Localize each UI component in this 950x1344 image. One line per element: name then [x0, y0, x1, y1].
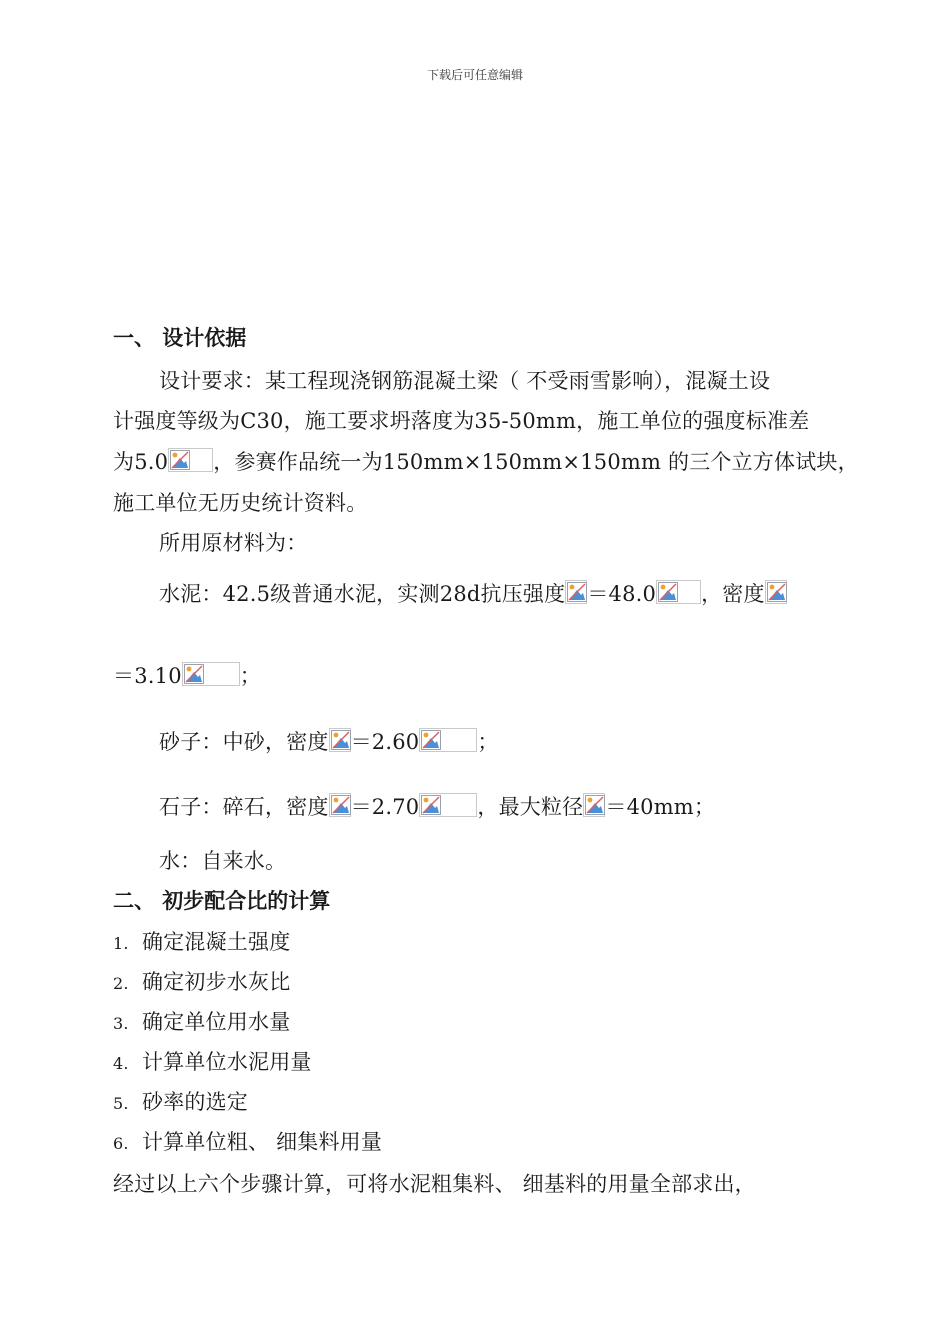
specimen-size-text: ，参赛作品统一为150mm×150mm×150mm 的三个立方体试块， — [213, 450, 859, 474]
broken-image-icon — [656, 580, 701, 604]
water-line: 水：自来水。 — [159, 849, 287, 873]
broken-image-icon — [329, 793, 351, 817]
list-item-text: 计算单位水泥用量 — [142, 1050, 312, 1074]
list-item-text: 砂率的选定 — [142, 1090, 248, 1114]
design-requirement-line-4: 施工单位无历史统计资料。 — [113, 491, 368, 515]
list-item-text: 计算单位粗、 细集料用量 — [142, 1130, 383, 1154]
broken-image-icon — [419, 793, 477, 817]
summary-line: 经过以上六个步骤计算，可将水泥粗集料、 细基料的用量全部求出， — [113, 1172, 756, 1196]
design-requirement-line-3 — [113, 446, 859, 476]
sand-density-value: ＝2.60 — [350, 730, 420, 754]
max-size-label: ，最大粒径 — [477, 795, 584, 819]
list-item-number: 5. — [113, 1094, 129, 1113]
page-header: 下载后可任意编辑 — [426, 68, 523, 82]
list-item-number: 3. — [113, 1014, 129, 1033]
semicolon: ； — [239, 664, 261, 688]
broken-image-icon — [583, 793, 605, 817]
stone-line — [159, 791, 715, 821]
list-item — [113, 926, 290, 956]
sand-line — [159, 726, 499, 756]
cement-line — [159, 578, 787, 608]
list-item-text: 确定混凝土强度 — [142, 930, 291, 954]
stone-label: 石子：碎石，密度 — [159, 795, 329, 819]
semicolon: ； — [477, 730, 499, 754]
list-item — [113, 1126, 382, 1156]
list-item — [113, 966, 290, 996]
list-item-number: 6. — [113, 1134, 129, 1153]
design-requirement-line-2: 计强度等级为C30，施工要求坍落度为35-50mm，施工单位的强度标准差 — [113, 409, 810, 433]
cement-label: 水泥：42.5级普通水泥，实测28d抗压强度 — [159, 582, 566, 606]
cement-density-line — [113, 660, 261, 690]
list-item-number: 2. — [113, 974, 129, 993]
broken-image-icon — [182, 662, 240, 686]
section-title-design-basis: 一、 设计依据 — [113, 326, 247, 350]
sand-label: 砂子：中砂，密度 — [159, 730, 329, 754]
cement-density-value: ＝3.10 — [113, 664, 182, 688]
materials-intro: 所用原材料为： — [159, 531, 308, 555]
list-item-text: 确定初步水灰比 — [142, 970, 291, 994]
broken-image-icon — [329, 728, 351, 752]
list-item — [113, 1006, 290, 1036]
list-item-number: 4. — [113, 1054, 129, 1073]
list-item-number: 1. — [113, 934, 129, 953]
cement-density-label: ，密度 — [701, 582, 765, 606]
stone-density-value: ＝2.70 — [350, 795, 420, 819]
broken-image-icon — [765, 580, 787, 604]
section-title-initial-mix: 二、 初步配合比的计算 — [113, 889, 331, 913]
broken-image-icon — [419, 728, 477, 752]
max-size-value: ＝40mm； — [605, 795, 716, 819]
list-item — [113, 1086, 248, 1116]
cement-strength-value: ＝48.0 — [587, 582, 657, 606]
std-dev-value: 为5.0 — [113, 450, 169, 474]
list-item-text: 确定单位用水量 — [142, 1010, 291, 1034]
design-requirement-line-1: 设计要求：某工程现浇钢筋混凝土梁（ 不受雨雪影响），混凝土设 — [159, 369, 771, 393]
broken-image-icon — [565, 580, 587, 604]
broken-image-icon — [168, 448, 213, 472]
list-item — [113, 1046, 312, 1076]
